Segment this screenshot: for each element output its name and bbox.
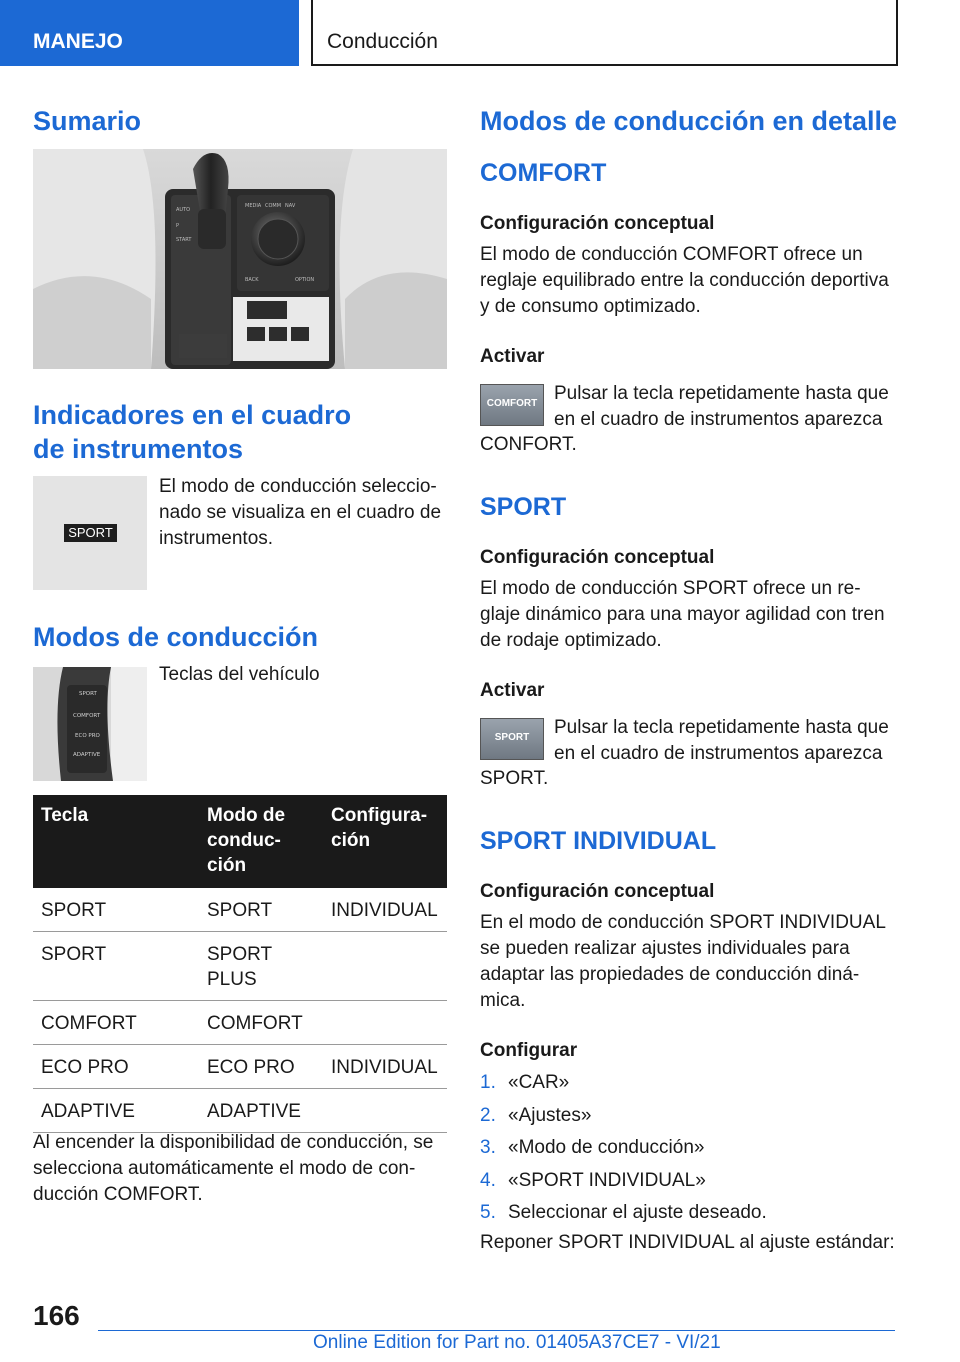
table-cell xyxy=(33,1089,199,1133)
list-item xyxy=(480,1200,767,1233)
text-line: Pulsar la tecla repetidamente hasta que xyxy=(554,383,889,404)
text-line: Pulsar la tecla repetidamente hasta que xyxy=(554,717,889,738)
comfort-button-label: COMFORT xyxy=(486,398,538,409)
key-sport-label: SPORT xyxy=(79,691,97,697)
cell-line: INDIVIDUAL xyxy=(331,1057,438,1078)
text-line: se pueden realizar ajustes individuales para xyxy=(480,938,850,959)
table-row xyxy=(33,888,447,932)
table-cell xyxy=(33,1001,199,1045)
key-adaptive-label: ADAPTIVE xyxy=(73,752,101,758)
step-text: «Ajustes» xyxy=(508,1104,592,1126)
svg-text:MEDIA: MEDIA xyxy=(245,203,262,209)
cell-line: PLUS xyxy=(207,969,257,990)
svg-text:COMM: COMM xyxy=(265,203,282,209)
sport-concept-heading: Configuración conceptual xyxy=(480,547,715,568)
cell-line: INDIVIDUAL xyxy=(331,900,438,921)
cell-line: ción xyxy=(331,830,371,851)
table-cell xyxy=(323,1089,447,1133)
sport-button-image xyxy=(480,718,544,760)
text-line: y de consumo optimizado. xyxy=(480,296,701,317)
text-line: Al encender la disponibilidad de conducción, se xyxy=(33,1132,434,1153)
driving-modes-table xyxy=(33,795,447,1133)
text-line: glaje dinámico para una mayor agilidad con tren xyxy=(480,604,885,625)
step-text: Seleccionar el ajuste deseado. xyxy=(508,1202,767,1223)
table-cell xyxy=(199,888,323,932)
page-number: 166 xyxy=(33,1300,80,1331)
table-header-cell xyxy=(33,795,199,888)
individual-concept-text xyxy=(480,910,886,1014)
section-label: MANEJO xyxy=(33,30,123,53)
table-cell xyxy=(33,888,199,932)
table-header-cell xyxy=(199,795,323,888)
text-line: reglaje equilibrado entre la conducción deportiva xyxy=(480,270,889,291)
svg-text:OPTION: OPTION xyxy=(295,277,315,283)
text-line: selecciona automáticamente el modo de con- xyxy=(33,1158,416,1179)
modos-caption: Teclas del vehículo xyxy=(159,664,320,685)
cell-line: ADAPTIVE xyxy=(41,1101,135,1122)
cell-line: COMFORT xyxy=(41,1013,137,1034)
cell-line: conduc- xyxy=(207,830,281,851)
indicadores-title xyxy=(33,398,351,466)
individual-title: SPORT INDIVIDUAL xyxy=(480,827,717,855)
text-line: de rodaje optimizado. xyxy=(480,630,662,651)
cell-line: ADAPTIVE xyxy=(207,1101,301,1122)
text-line: mica. xyxy=(480,990,526,1011)
text-line: El modo de conducción SPORT ofrece un re- xyxy=(480,578,861,599)
svg-text:P: P xyxy=(176,223,180,229)
cell-line: Modo de xyxy=(207,805,286,826)
step-text: «SPORT INDIVIDUAL» xyxy=(508,1169,706,1191)
cell-line: SPORT xyxy=(41,900,107,921)
cell-line: Tecla xyxy=(41,805,89,826)
instrument-display-image xyxy=(33,476,147,590)
cell-line: COMFORT xyxy=(207,1013,303,1034)
reset-text: Reponer SPORT INDIVIDUAL al ajuste estándar: xyxy=(480,1232,895,1253)
vehicle-keys-photo xyxy=(33,667,147,781)
cell-line: SPORT xyxy=(207,900,273,921)
text-line: El modo de conducción seleccio- xyxy=(159,476,437,497)
comfort-activate-text-a xyxy=(554,381,889,433)
comfort-button-image xyxy=(480,384,544,426)
table-cell xyxy=(199,932,323,1001)
center-console-photo xyxy=(33,149,447,369)
table-cell xyxy=(199,1045,323,1089)
cell-line: Configura- xyxy=(331,805,428,826)
sport-activate-heading: Activar xyxy=(480,680,545,701)
list-item xyxy=(480,1168,767,1201)
sport-display-badge: SPORT xyxy=(64,524,117,542)
table-cell xyxy=(199,1089,323,1133)
chapter-tab xyxy=(311,0,898,66)
comfort-title: COMFORT xyxy=(480,159,607,187)
step-number: 4. xyxy=(480,1169,496,1191)
detail-title: Modos de conducción en detalle xyxy=(480,106,898,136)
cell-line: SPORT xyxy=(41,944,107,965)
table-cell xyxy=(33,1045,199,1089)
step-number: 2. xyxy=(480,1104,496,1126)
cell-line: ción xyxy=(207,855,247,876)
svg-text:AUTO: AUTO xyxy=(176,207,191,213)
sport-concept-text xyxy=(480,576,885,654)
step-number: 3. xyxy=(480,1137,496,1158)
table-cell xyxy=(323,932,447,1001)
list-item xyxy=(480,1070,767,1103)
step-number: 1. xyxy=(480,1072,496,1093)
sport-title: SPORT xyxy=(480,493,567,521)
comfort-activate-heading: Activar xyxy=(480,346,545,367)
comfort-activate-text-b: CONFORT. xyxy=(480,434,577,455)
table-header-cell xyxy=(323,795,447,888)
key-ecopro-label: ECO PRO xyxy=(75,733,100,739)
cell-line: ECO PRO xyxy=(207,1057,295,1078)
indicadores-title-line1: Indicadores en el cuadro xyxy=(33,400,352,430)
text-line: ducción COMFORT. xyxy=(33,1184,203,1205)
text-line: adaptar las propiedades de conducción diná- xyxy=(480,964,860,985)
individual-concept-heading: Configuración conceptual xyxy=(480,881,715,902)
table-row xyxy=(33,1001,447,1045)
configure-heading: Configurar xyxy=(480,1040,578,1061)
table-row xyxy=(33,1089,447,1133)
svg-text:BACK: BACK xyxy=(245,277,259,283)
step-text: «CAR» xyxy=(508,1072,570,1093)
text-line: nado se visualiza en el cuadro de xyxy=(159,502,442,523)
text-line: en el cuadro de instrumentos aparezca xyxy=(554,743,883,764)
sport-activate-text-b: SPORT. xyxy=(480,768,549,789)
chapter-label: Conducción xyxy=(327,30,438,53)
table-cell xyxy=(33,932,199,1001)
comfort-concept-heading: Configuración conceptual xyxy=(480,213,715,234)
footer-divider xyxy=(98,1330,895,1331)
text-line: En el modo de conducción SPORT INDIVIDUAL xyxy=(480,912,886,933)
table-row xyxy=(33,932,447,1001)
cell-line: SPORT xyxy=(207,944,273,965)
step-number: 5. xyxy=(480,1202,496,1223)
indicadores-title-line2: de instrumentos xyxy=(33,434,244,464)
table-cell xyxy=(323,1045,447,1089)
configure-steps xyxy=(480,1070,767,1233)
modos-title: Modos de conducción xyxy=(33,622,319,652)
table-row xyxy=(33,1045,447,1089)
table-header-row xyxy=(33,795,447,888)
sumario-title: Sumario xyxy=(33,106,142,136)
table-cell xyxy=(199,1001,323,1045)
key-comfort-label: COMFORT xyxy=(73,713,101,719)
step-text: «Modo de conducción» xyxy=(508,1137,705,1158)
indicadores-text xyxy=(159,474,441,552)
table-cell xyxy=(323,888,447,932)
comfort-concept-text xyxy=(480,242,889,320)
cell-line: ECO PRO xyxy=(41,1057,129,1078)
text-line: El modo de conducción COMFORT ofrece un xyxy=(480,244,863,265)
sport-button-label: SPORT xyxy=(494,732,530,743)
section-tab xyxy=(0,0,299,66)
closing-text xyxy=(33,1130,433,1208)
sport-activate-text-a xyxy=(554,715,889,767)
text-line: en el cuadro de instrumentos aparezca xyxy=(554,409,883,430)
list-item xyxy=(480,1135,767,1168)
list-item xyxy=(480,1103,767,1136)
table-cell xyxy=(323,1001,447,1045)
svg-text:START: START xyxy=(176,237,192,243)
footer-edition: Online Edition for Part no. 01405A37CE7 - VI/21 xyxy=(313,1332,721,1353)
svg-text:NAV: NAV xyxy=(285,203,296,209)
text-line: instrumentos. xyxy=(159,528,274,549)
